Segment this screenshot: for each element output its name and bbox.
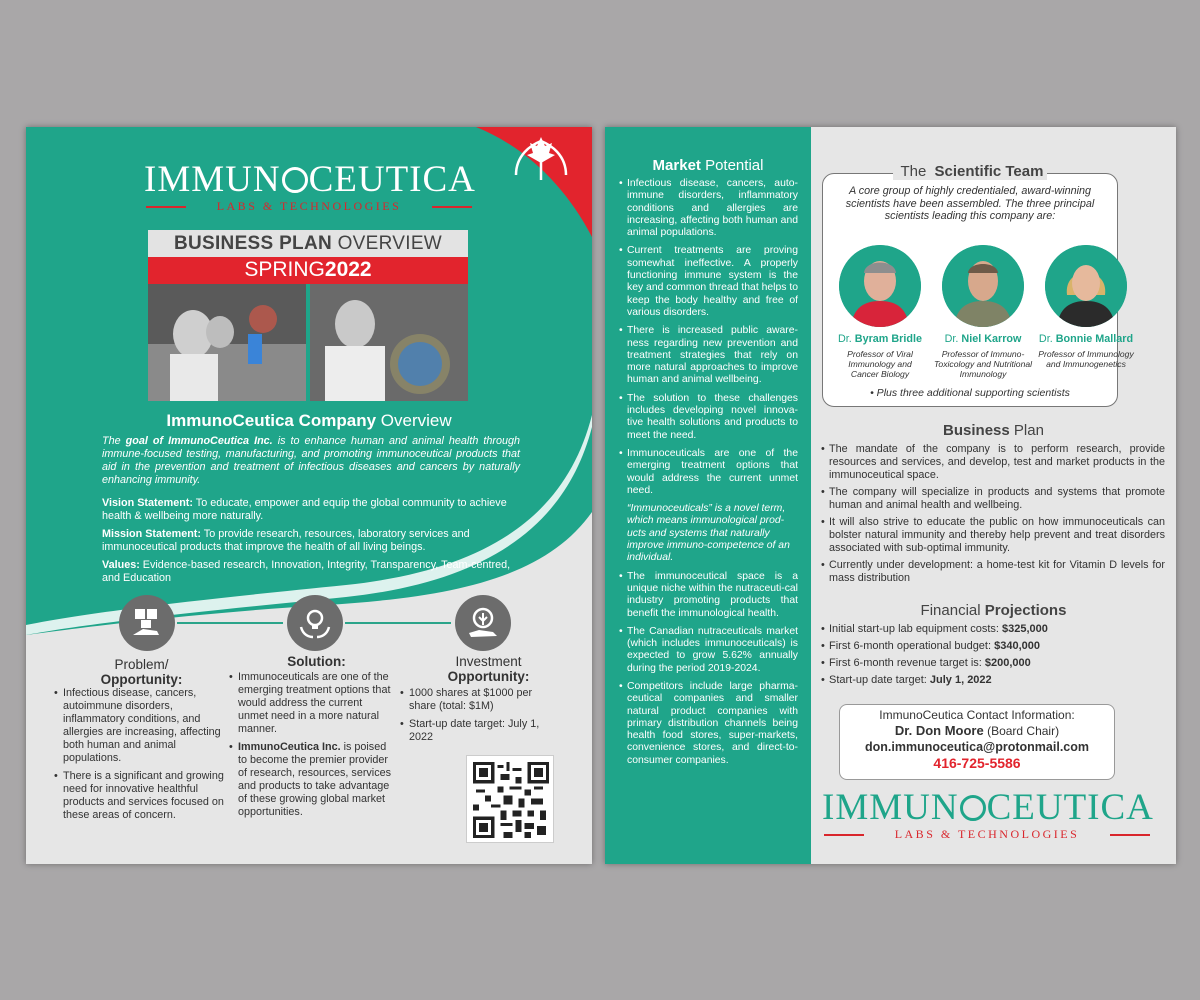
- list-item: • Currently under development: a home-test kit for Vitamin D levels for mass distribution: [821, 559, 1165, 585]
- contact-phone-link[interactable]: 416-725-5586: [933, 755, 1021, 771]
- list-item: • There is increased public aware-ness regarding new prevention and treatment strategies that rely on more natural approaches to improve human and animal wellbeing.: [619, 325, 798, 386]
- financial-projections-heading: Financial Projections: [920, 602, 1067, 619]
- scientific-team-intro: A core group of highly credentialed, award-winning scientists have been assembled. The three principal scientists leading this company are:: [845, 185, 1095, 222]
- scientist-title: Professor of Immuno-Toxicology and Nutritional Immunology: [933, 349, 1033, 379]
- company-overview-heading: ImmunoCeutica Company Overview: [166, 411, 452, 430]
- scientist-name: Dr. Bonnie Mallard: [1038, 333, 1134, 345]
- scientist-name: Dr. Byram Bridle: [837, 333, 922, 345]
- list-item: • The Canadian nutraceuticals market (which includes immunoceuticals) is expected to grow 5.62% annually during the period 2019-2024.: [619, 626, 798, 675]
- investment-heading: Investment Opportunity:: [447, 654, 530, 684]
- investment-list: [400, 687, 555, 749]
- lab-photo-right: [310, 284, 468, 401]
- business-plan-title: BUSINESS PLAN OVERVIEW: [148, 230, 468, 257]
- solution-heading: Solution:: [287, 654, 346, 669]
- list-item: • ImmunoCeutica Inc. is poised to become the premier provider of research, resources, services and products to take advantage of these growing global market opportunities.: [229, 741, 394, 819]
- lab-photos: [148, 284, 468, 401]
- list-item: • Start-up date target: July 1, 2022: [821, 674, 1165, 687]
- portrait-niel-karrow: [942, 245, 1024, 327]
- qr-code[interactable]: [466, 755, 554, 843]
- brand-tagline: LABS & TECHNOLOGIES: [822, 827, 1152, 842]
- scientific-team-heading: The Scientific Team: [822, 163, 1118, 180]
- list-item: • 1000 shares at $1000 per share (total: $1M): [400, 687, 555, 713]
- business-plan-heading: Business Plan: [943, 422, 1044, 439]
- list-item: • The mandate of the company is to perform research, provide resources and services, and develop, test and market products in the immunoceutical space.: [821, 443, 1165, 482]
- contact-email-link[interactable]: don.immunoceutica@protonmail.com: [864, 740, 1089, 754]
- brochure-page-back: [605, 127, 1176, 864]
- list-item: • Start-up date target: July 1, 2022: [400, 718, 555, 744]
- market-potential-heading: Market Potential: [652, 157, 764, 174]
- list-item: • The immunoceutical space is a unique niche within the nutraceuti-cal industry promoting products that benefit the immunological health.: [619, 571, 798, 620]
- lightbulb-hands-icon: [287, 595, 343, 651]
- values-statement: Values: Evidence-based research, Innovation, Integrity, Transparency, Team-centred, and Education: [102, 559, 511, 584]
- list-item: • Competitors include large pharma-ceutical companies and smaller natural product companies with primary distribution channels being health food stores, super-markets, convenience stores, and direct-to-consumer companies.: [619, 681, 798, 767]
- financial-projections-list: [821, 623, 1165, 691]
- list-item: • Immunoceuticals are one of the emerging treatment options that would address the current unmet need in a more natural manner.: [229, 671, 394, 736]
- list-item: • Initial start-up lab equipment costs: $325,000: [821, 623, 1165, 636]
- contact-name: Dr. Don Moore (Board Chair): [894, 723, 1060, 738]
- scientist-title: Professor of Viral Immunology and Cancer Biology: [847, 349, 913, 379]
- three-icons-row: [26, 595, 592, 655]
- company-goal: The goal of ImmunoCeutica Inc. is to enhance human and animal health through immune-focused testing, manufacturing, and promoting immunoceutical products that aid in the prevention and treatment of infectious diseases and cancers by naturally enhancing immunity.: [102, 435, 520, 486]
- business-plan-list: [821, 443, 1165, 589]
- list-item: • Current treatments are proving somewhat ineffective. A properly functioning immune system is the key and common thread that helps to keep the body healthy and free of various disorders.: [619, 245, 798, 319]
- brand-logo-name: IMMUN CEUTICA: [144, 159, 476, 200]
- contact-heading: ImmunoCeutica Contact Information:: [879, 708, 1075, 722]
- brand-logo-footer: [822, 789, 1152, 842]
- plant-hand-icon: [455, 595, 511, 651]
- portrait-byram-bridle: [839, 245, 921, 327]
- market-potential-list: [619, 178, 798, 773]
- list-item: • First 6-month revenue target is: $200,000: [821, 657, 1165, 670]
- list-item: • The company will specialize in products and systems that promote human and animal health and wellbeing.: [821, 486, 1165, 512]
- lab-photo-left: [148, 284, 306, 401]
- brochure-page-front: [26, 127, 592, 864]
- portrait-bonnie-mallard: [1045, 245, 1127, 327]
- scientist-title: Professor of Immunology and Immunogenetics: [1038, 349, 1134, 369]
- list-item: • There is a significant and growing need for innovative healthful products and services focused on these areas of concern.: [54, 770, 224, 822]
- list-item: • It will also strive to educate the public on how immunoceuticals can bolster natural immunity and thereby help prevent and treat disorders associated with sub-optimal immunity.: [821, 516, 1165, 555]
- solution-list: [229, 671, 394, 824]
- list-item: • Infectious disease, cancers, auto-immune disorders, inflammatory conditions and allergies are increasing, affecting both human and animal populations.: [619, 178, 798, 239]
- problem-list: [54, 687, 224, 827]
- scientist-name: Dr. Niel Karrow: [944, 333, 1022, 345]
- immunoceuticals-definition: “Immunoceuticals” is a novel term, which means immunological prod-ucts and systems that naturally improve immuno-competence of an individual.: [627, 503, 790, 564]
- list-item: • Immunoceuticals are one of the emerging treatment options that would address the current unmet need.: [619, 448, 798, 497]
- business-plan-banner: [148, 230, 468, 284]
- business-plan-season: SPRING2022: [148, 257, 468, 284]
- list-item: • Infectious disease, cancers, autoimmune disorders, inflammatory conditions, and allergies are increasing, affecting both human and animal populations.: [54, 687, 224, 765]
- brand-logo-name: IMMUN CEUTICA: [822, 787, 1154, 828]
- mission-statement: Mission Statement: To provide research, resources, laboratory services and immunoceutical products that improve the health of all living beings.: [102, 528, 470, 553]
- vision-statement: Vision Statement: To educate, empower and equip the global community to achieve health & wellbeing more naturally.: [102, 497, 507, 522]
- problem-heading: Problem/ Opportunity:: [100, 657, 183, 687]
- brand-tagline: LABS & TECHNOLOGIES: [144, 199, 474, 214]
- contact-info-box: [839, 704, 1115, 780]
- supporting-scientists-note: • Plus three additional supporting scientists: [870, 387, 1070, 399]
- list-item: • First 6-month operational budget: $340,000: [821, 640, 1165, 653]
- list-item: • The solution to these challenges includes developing novel innova-tive health solutions and products to meet the need.: [619, 393, 798, 442]
- brand-logo: [144, 161, 474, 214]
- puzzle-hand-icon: [119, 595, 175, 651]
